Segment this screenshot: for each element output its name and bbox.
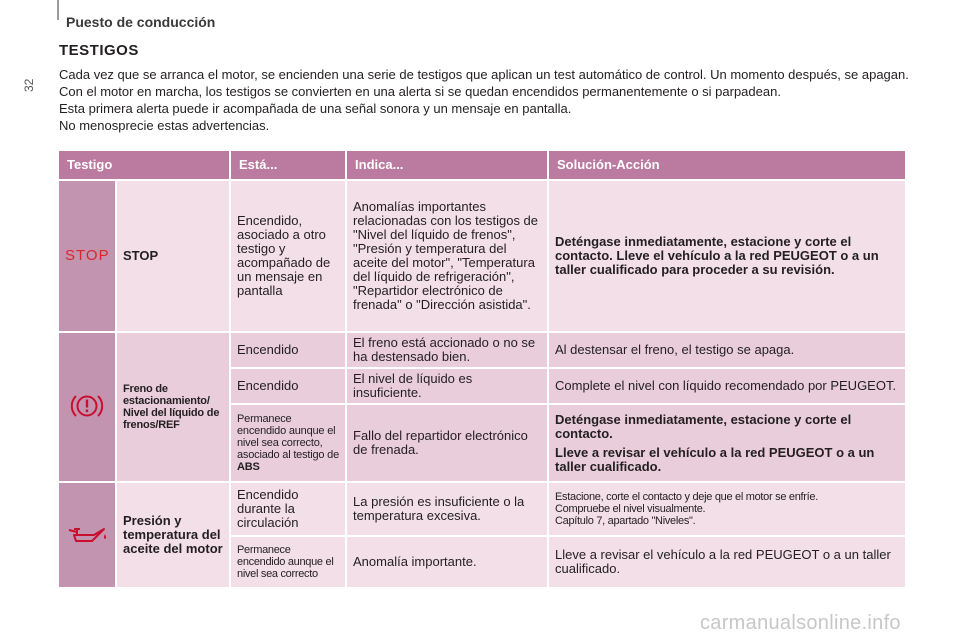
state-text: Encendido, asociado a otro testigo y acompañado de un mensaje en pantalla	[231, 181, 345, 331]
intro-paragraph: Con el motor en marcha, los testigos se convierten en una alerta si se quedan encendidos permanentemente o si parpadean.	[59, 84, 781, 99]
light-name: STOP	[117, 181, 229, 331]
intro-text	[59, 67, 929, 135]
light-name	[117, 333, 229, 481]
page-number: 32	[22, 78, 36, 92]
brake-name-c: REF	[158, 419, 180, 431]
stop-icon: STOP	[65, 247, 110, 264]
action-line: Compruebe el nivel visualmente.	[555, 503, 706, 515]
table-row	[59, 181, 905, 331]
brake-icon-cell	[59, 333, 115, 481]
header-indica: Indica...	[347, 151, 547, 179]
table-row	[59, 483, 905, 535]
brake-name-separator: /	[155, 419, 159, 431]
watermark: carmanualsonline.info	[700, 612, 901, 634]
state-text: Permanece encendido aunque el nivel sea correcto	[231, 537, 345, 587]
brake-name-separator: /	[206, 395, 210, 407]
action-line: Lleve a revisar el vehículo a la red PEUGEOT o a un taller cualificado.	[555, 444, 875, 474]
header-rule	[57, 0, 59, 20]
action-line: Estacione, corte el contacto y deje que el motor se enfríe.	[555, 491, 818, 503]
action-line: Deténgase inmediatamente, estacione y corte el contacto.	[555, 411, 852, 441]
brake-warning-icon	[70, 390, 104, 422]
intro-paragraph: Cada vez que se arranca el motor, se encienden una serie de testigos que aplican un test automático de control. Un momento después, se apagan.	[59, 67, 909, 82]
oil-pressure-icon	[66, 523, 108, 545]
section-title: Puesto de conducción	[66, 14, 216, 30]
indica-text: Anomalía importante.	[347, 537, 547, 587]
indica-text: Fallo del repartidor electrónico de frenada.	[347, 405, 547, 481]
page-heading: TESTIGOS	[59, 42, 139, 59]
action-text: Lleve a revisar el vehículo a la red PEUGEOT o a un taller cualificado.	[549, 537, 905, 587]
action-text	[549, 483, 905, 535]
state-text: Encendido durante la circulación	[231, 483, 345, 535]
intro-paragraph: No menosprecie estas advertencias.	[59, 118, 270, 133]
action-line: Capítulo 7, apartado "Niveles".	[555, 515, 696, 527]
oil-icon-cell	[59, 483, 115, 587]
state-text: Encendido	[231, 333, 345, 367]
table-header-row	[59, 151, 905, 179]
indica-text: Anomalías importantes relacionadas con los testigos de "Nivel del líquido de frenos", "Presión y temperatura del aceite del motor", "Temperatura del líquido de refrigeración", "Repartidor electrónico de frenada" o "Dirección asistida".	[347, 181, 547, 331]
indica-text: El freno está accionado o no se ha destensado bien.	[347, 333, 547, 367]
header-esta: Está...	[231, 151, 345, 179]
action-text	[549, 405, 905, 481]
indica-text: El nivel de líquido es insuficiente.	[347, 369, 547, 403]
state-text	[231, 405, 345, 481]
brake-name-a: Freno de estacionamiento	[123, 383, 207, 407]
intro-paragraph: Esta primera alerta puede ir acompañada de una señal sonora y un mensaje en pantalla.	[59, 101, 572, 116]
indica-text: La presión es insuficiente o la temperatura excesiva.	[347, 483, 547, 535]
header-solucion: Solución-Acción	[549, 151, 905, 179]
table-row	[59, 333, 905, 367]
state-prefix: Permanece encendido aunque el nivel sea correcto, asociado al testigo de	[237, 413, 340, 461]
action-text: Complete el nivel con líquido recomendado por PEUGEOT.	[549, 369, 905, 403]
stop-icon-cell	[59, 181, 115, 331]
state-text: Encendido	[231, 369, 345, 403]
abs-label: ABS	[237, 461, 260, 473]
header-testigo: Testigo	[59, 151, 229, 179]
brake-name-b: Nivel del líquido de frenos	[123, 407, 220, 431]
light-name: Presión y temperatura del aceite del motor	[117, 483, 229, 587]
action-text: Al destensar el freno, el testigo se apaga.	[549, 333, 905, 367]
action-text: Deténgase inmediatamente, estacione y corte el contacto. Lleve el vehículo a la red PEUGEOT o a un taller cualificado para proceder a su revisión.	[549, 181, 905, 331]
warning-lights-table	[57, 149, 907, 589]
